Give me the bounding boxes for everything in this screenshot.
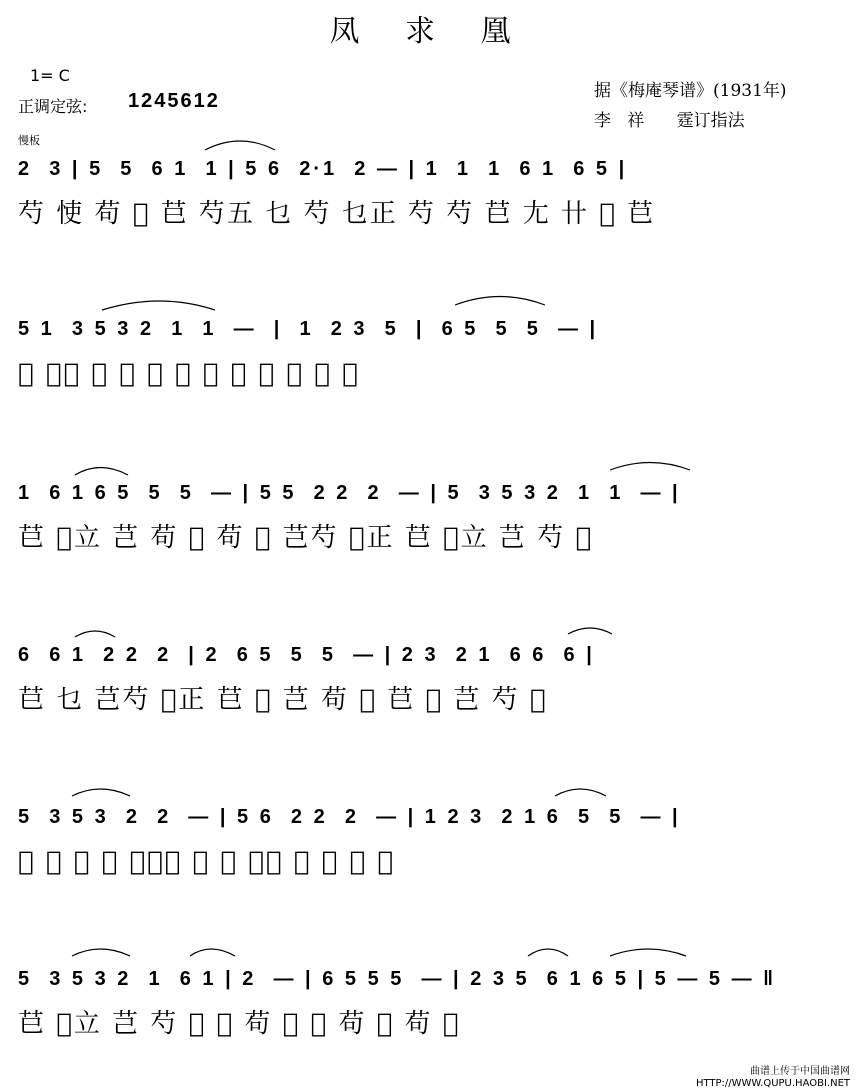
tempo-marking: 慢板 [18,134,40,147]
jianzi-line: 𦬊 乜 芑芍 𢙣正 𦬊 𢙣 芑 苟 𢙣 𦬊 𢙣 芑 芍 𢙣 [18,685,548,715]
jianzi-line: 𢙣 匠 苟 𢙣 芑苟五 𢙣 苟 𢙣正 𦬊 𢙣 苟 𢙣 [18,847,395,877]
editor-note: 李 祥 霆订指法 [594,111,745,131]
jianzi-line: 𦬊 𢙣立 芑 苟 𢙣 苟 𢙣 芑芍 𢙣正 𦬊 𢙣立 芑 芍 𢙣 [18,523,594,553]
footer-line-2: HTTP://WWW.QUPU.HAOBI.NET [695,1078,850,1089]
jianzi-line: 芍 㤦 苟 𢙣 𦬊 芍五 乜 芍 乜正 芍 芍 𦬊 尢 卄 𢙣 𦬊 [18,199,656,229]
jianpu-line: 1 6 1 6 5 5 5 — | 5 5 2 2 2 — | 5 3 5 3 2 1 1 — | [18,482,681,504]
jianpu-line: 5 3 5 3 2 1 6 1 | 2 — | 6 5 5 5 — | 2 3 5 6 1 6 5 | 5 — 5 — ‖ [18,968,777,990]
jianpu-line: 5 1 3 5 3 2 1 1 — | 1 2 3 5 | 6 5 5 5 — | [18,318,599,340]
tuning-label: 正调定弦: [18,97,88,116]
jianpu-line: 2 3 | 5 5 6 1 1 | 5 6 2·1 2 — | 1 1 1 6 1 6 5 | [18,158,628,180]
footer [696,1066,850,1090]
tuning-notes: 1245612 [128,90,220,112]
source-note: 据《梅庵琴谱》(1931年) [594,81,787,101]
page-title: 凤 求 凰 [329,14,529,49]
footer-line-1: 曲谱上传于中国曲谱网 [750,1066,850,1077]
jianpu-line: 6 6 1 2 2 2 | 2 6 5 5 5 — | 2 3 2 1 6 6 6 | [18,644,595,666]
jianzi-line: 𦬊 𢙣立 芑 芍 𢙣 𢙣 苟 𢙣 𢙣 苟 𢙣 苟 𢙣 [18,1009,461,1039]
jianpu-line: 5 3 5 3 2 2 — | 5 6 2 2 2 — | 1 2 3 2 1 6 5 5 — | [18,806,681,828]
key-signature: 1= C [30,66,70,85]
jianzi-line: 𢙣 芍立 芑 𢙣 芍 苟 芍 乜 𢙣 芑 苟 𢙣 [18,359,360,389]
